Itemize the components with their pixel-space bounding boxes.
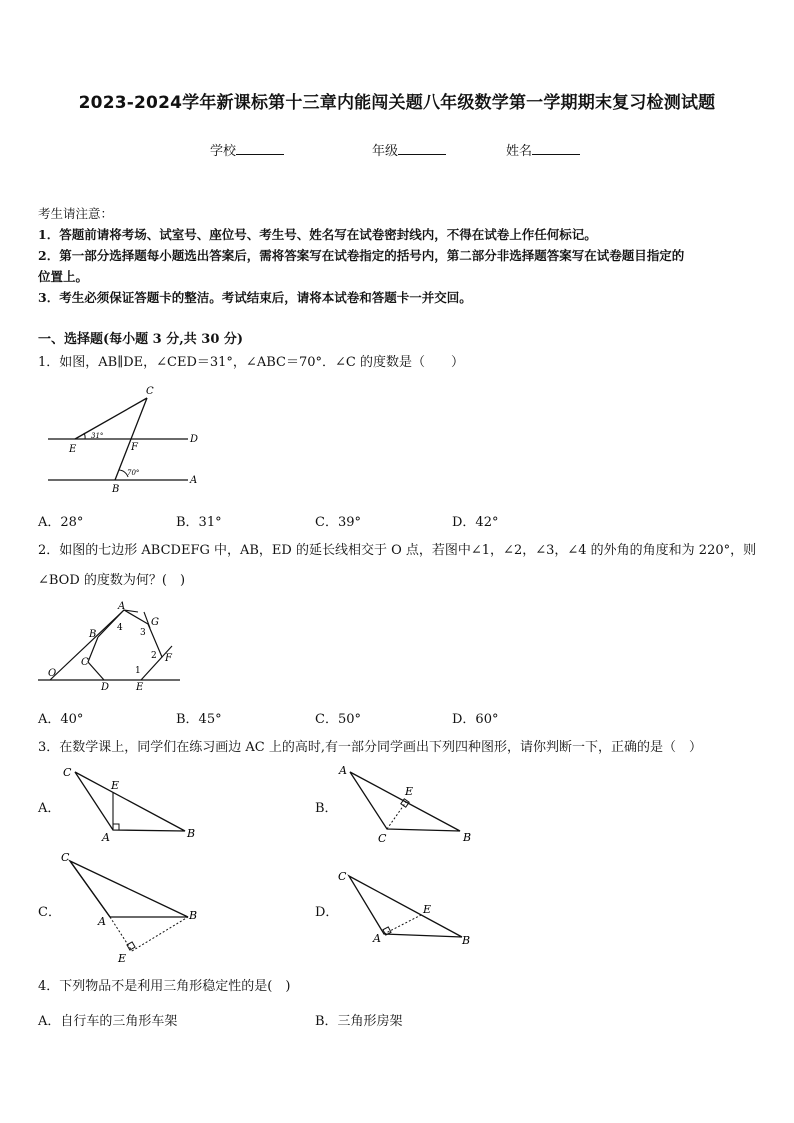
q1-angle-31: 31°: [91, 432, 104, 440]
q3-figure-c: [58, 850, 208, 970]
q3d-label-e: E: [423, 903, 432, 916]
name-blank[interactable]: [532, 142, 580, 155]
name-label: 姓名: [506, 144, 533, 159]
q3a-label-a: A: [102, 831, 110, 844]
q3b-label-b: B: [463, 831, 472, 844]
q4-stem: 4．下列物品不是利用三角形稳定性的是( ): [38, 979, 291, 994]
q4-option-a[interactable]: A．自行车的三角形车架: [38, 1014, 178, 1029]
q2-angle-4: 4: [117, 623, 123, 633]
q3-stem: 3．在数学课上，同学们在练习画边 AC 上的高时,有一部分同学画出下列四种图形，请你判断一下，正确的是（ ）: [38, 740, 703, 755]
q2-angle-2: 2: [151, 651, 157, 661]
q2-stem-line2: ∠BOD 的度数为何？( ): [38, 573, 186, 588]
q4-option-b[interactable]: B．三角形房架: [315, 1014, 403, 1029]
q3-option-b[interactable]: B．: [315, 801, 338, 816]
q2-label-o: O: [48, 668, 57, 679]
q2-option-d[interactable]: D．60°: [452, 712, 499, 727]
q3d-label-a: A: [373, 932, 381, 945]
q1-label-e: E: [69, 444, 77, 455]
q3c-label-c: C: [61, 851, 70, 864]
name-field: [506, 140, 580, 159]
q1-figure: [40, 380, 220, 500]
q2-label-d: D: [101, 682, 110, 693]
q1-stem: 1．如图，AB∥DE，∠CED＝31°，∠ABC＝70°．∠C 的度数是（ ）: [38, 355, 464, 370]
q3-figure-a: [58, 762, 208, 848]
q2-label-f: F: [165, 653, 172, 664]
q2-angle-1: 1: [135, 666, 141, 676]
q3c-label-a: A: [98, 915, 106, 928]
q2-label-e: E: [136, 682, 144, 693]
school-blank[interactable]: [236, 142, 284, 155]
q3-option-c[interactable]: C．: [38, 905, 61, 920]
q1-option-b[interactable]: B．31°: [176, 515, 222, 530]
q3a-label-c: C: [63, 766, 72, 779]
instruction-item: 2．第一部分选择题每小题选出答案后，需将答案写在试卷指定的括号内，第二部分非选择题答案写在试卷题目指定的: [38, 248, 685, 263]
q2-figure: [38, 598, 188, 698]
q3a-label-e: E: [111, 779, 120, 792]
school-field: [210, 140, 284, 159]
grade-field: [372, 140, 446, 159]
instructions-heading: 考生请注意：: [38, 206, 114, 221]
q3-figure-b: [334, 760, 484, 850]
q3a-label-b: B: [187, 827, 196, 840]
q1-option-a[interactable]: A．28°: [38, 515, 84, 530]
q3-option-d[interactable]: D．: [315, 905, 339, 920]
q3b-label-e: E: [405, 785, 414, 798]
q2-label-g: G: [151, 617, 159, 628]
q2-label-c: C: [81, 657, 89, 668]
exam-title: 2023-2024学年新课标第十三章内能闯关题八年级数学第一学期期末复习检测试题: [78, 93, 716, 113]
q3b-label-c: C: [378, 832, 387, 845]
instruction-item: 位置上。: [38, 269, 89, 284]
q1-angle-70: 70°: [127, 469, 140, 477]
q3c-label-b: B: [189, 909, 198, 922]
q2-option-b[interactable]: B．45°: [176, 712, 222, 727]
grade-label: 年级: [372, 144, 399, 159]
q3d-label-c: C: [338, 870, 347, 883]
q2-label-a: A: [118, 601, 126, 612]
instructions: [38, 203, 763, 308]
q1-label-f: F: [131, 442, 138, 453]
q1-label-d: D: [190, 434, 199, 445]
q1-label-b: B: [112, 484, 120, 495]
q2-option-c[interactable]: C．50°: [315, 712, 361, 727]
q3-option-a[interactable]: A．: [38, 801, 61, 816]
q2-label-b: B: [89, 629, 97, 640]
q2-option-a[interactable]: A．40°: [38, 712, 84, 727]
instruction-item: 1．答题前请将考场、试室号、座位号、考生号、姓名写在试卷密封线内，不得在试卷上作任何标记。: [38, 227, 597, 242]
q3b-label-a: A: [339, 764, 347, 777]
instruction-item: 3．考生必须保证答题卡的整洁。考试结束后，请将本试卷和答题卡一并交回。: [38, 290, 472, 305]
q1-option-c[interactable]: C．39°: [315, 515, 361, 530]
school-label: 学校: [210, 144, 237, 159]
q3-figure-d: [334, 866, 484, 952]
q3d-label-b: B: [462, 934, 471, 947]
q1-label-a: A: [190, 475, 198, 486]
grade-blank[interactable]: [398, 142, 446, 155]
q1-option-d[interactable]: D．42°: [452, 515, 499, 530]
q2-angle-3: 3: [140, 628, 146, 638]
q3c-label-e: E: [118, 952, 127, 965]
q1-label-c: C: [146, 386, 154, 397]
q2-stem-line1: 2．如图的七边形 ABCDEFG 中，AB，ED 的延长线相交于 O 点，若图中∠1，∠2，∠3，∠4 的外角的角度和为 220°，则: [38, 543, 757, 558]
section-heading: 一、选择题(每小题 3 分,共 30 分): [38, 332, 244, 347]
